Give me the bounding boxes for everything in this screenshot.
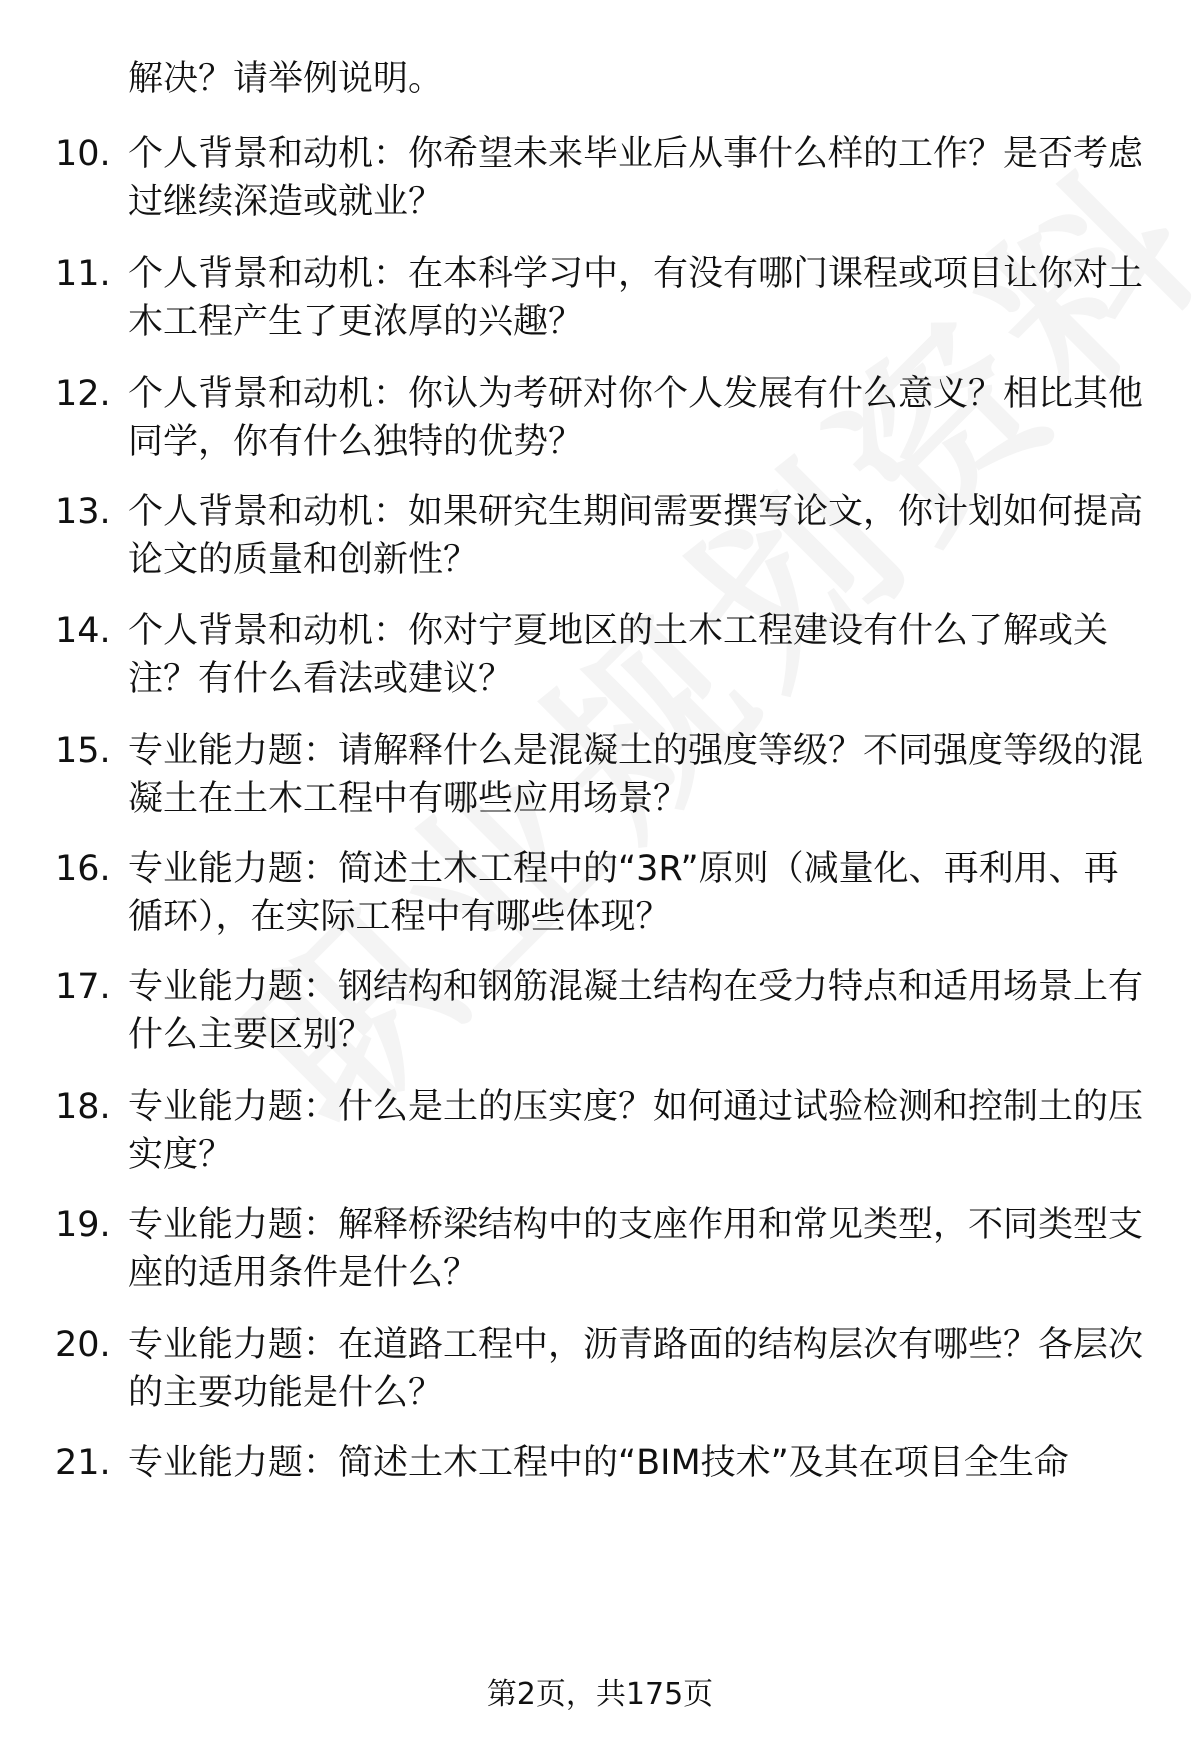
question-text: 专业能力题：什么是土的压实度？如何通过试验检测和控制土的压实度？ (128, 1087, 1144, 1175)
question-number: 12. (55, 374, 111, 414)
question-text: 专业能力题：钢结构和钢筋混凝土结构在受力特点和适用场景上有什么主要区别？ (128, 967, 1144, 1055)
question-number: 13. (55, 492, 111, 532)
question-text: 专业能力题：请解释什么是混凝土的强度等级？不同强度等级的混凝土在土木工程中有哪些应用场景？ (128, 731, 1144, 819)
question-text: 个人背景和动机：在本科学习中，有没有哪门课程或项目让你对土木工程产生了更浓厚的兴趣？ (128, 254, 1144, 342)
question-text: 个人背景和动机：你对宁夏地区的土木工程建设有什么了解或关注？有什么看法或建议？ (128, 611, 1109, 699)
question-number: 19. (55, 1205, 111, 1245)
question-number: 18. (55, 1087, 111, 1127)
question-number: 21. (55, 1443, 111, 1483)
question-text: 专业能力题：简述土木工程中的“BIM技术”及其在项目全生命 (128, 1443, 1069, 1483)
question-number: 10. (55, 134, 111, 174)
continuation-text: 解决？请举例说明。 (128, 59, 444, 99)
question-text: 专业能力题：解释桥梁结构中的支座作用和常见类型，不同类型支座的适用条件是什么？ (128, 1205, 1144, 1293)
question-number: 20. (55, 1325, 111, 1365)
page-footer: 第2页，共175页 (486, 1677, 714, 1712)
question-number: 14. (55, 611, 111, 651)
question-text: 个人背景和动机：如果研究生期间需要撰写论文，你计划如何提高论文的质量和创新性？ (128, 492, 1144, 580)
question-number: 11. (55, 254, 111, 294)
question-text: 个人背景和动机：你希望未来毕业后从事什么样的工作？是否考虑过继续深造或就业？ (128, 134, 1144, 222)
question-number: 17. (55, 967, 111, 1007)
question-number: 15. (55, 731, 111, 771)
question-text: 专业能力题：在道路工程中，沥青路面的结构层次有哪些？各层次的主要功能是什么？ (128, 1325, 1144, 1413)
question-number: 16. (55, 849, 111, 889)
question-text: 专业能力题：简述土木工程中的“3R”原则（减量化、再利用、再循环），在实际工程中有哪些体现？ (128, 849, 1119, 937)
question-text: 个人背景和动机：你认为考研对你个人发展有什么意义？相比其他同学，你有什么独特的优势？ (128, 374, 1144, 462)
